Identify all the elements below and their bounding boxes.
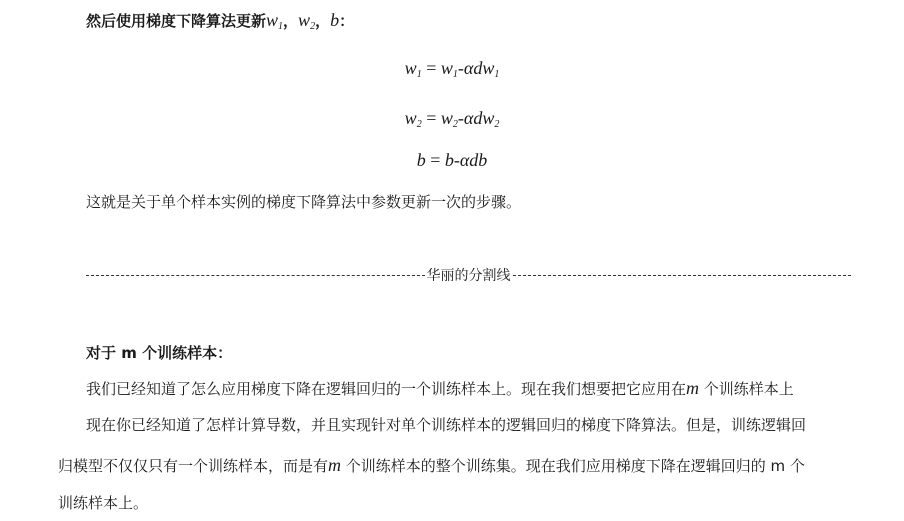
intro-text: 然后使用梯度下降算法更新 — [86, 12, 267, 30]
intro-colon: ： — [339, 12, 355, 30]
m-symbol: m — [686, 378, 700, 398]
paragraph-2-line-3: 训练样本上。 — [58, 494, 149, 512]
w1-symbol: $w_1$ — [266, 10, 284, 32]
m-symbol: m — [328, 455, 342, 475]
b-symbol: b — [330, 10, 340, 30]
equation-b-update: b = b-αdb — [416, 150, 488, 170]
w2-symbol: $w_2$ — [298, 10, 316, 32]
divider-rule-right — [513, 275, 852, 276]
paragraph-1: 我们已经知道了怎么应用梯度下降在逻辑回归的一个训练样本上。现在我们想要把它应用在m 个训练样本上 — [86, 378, 794, 398]
equation-w2-update: $w_2 = w_2-\alpha dw_2$ — [404, 108, 500, 130]
intro-line — [86, 10, 354, 31]
summary-text: 这就是关于单个样本实例的梯度下降算法中参数更新一次的步骤。 — [86, 193, 522, 211]
divider-rule-left — [86, 275, 425, 276]
divider-label: 华丽的分割线 — [426, 268, 511, 284]
section-heading: 对于 m 个训练样本： — [86, 344, 233, 362]
intro-separator-1: ， — [283, 12, 299, 30]
section-divider — [86, 266, 851, 284]
paragraph-2-line-1: 现在你已经知道了怎样计算导数，并且实现针对单个训练样本的逻辑回归的梯度下降算法。但是，训练逻辑回 — [86, 416, 807, 434]
intro-separator-2: ， — [315, 12, 331, 30]
equation-w1-update: $w_1 = w_1-\alpha dw_1$ — [404, 58, 500, 80]
paragraph-2-line-2: 归模型不仅仅只有一个训练样本，而是有m 个训练样本的整个训练集。现在我们应用梯度下降在逻辑回归的 m 个 — [58, 455, 805, 475]
